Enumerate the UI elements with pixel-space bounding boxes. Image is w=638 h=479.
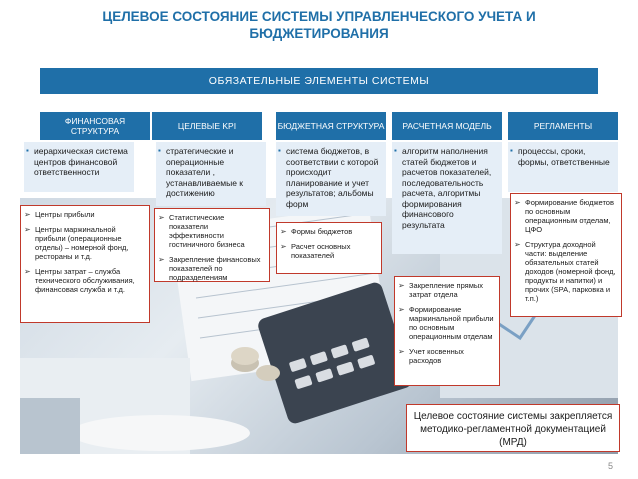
detail-item: ➢ Структура доходной части: выделение обязательных статей доходов (номерной фонд, продукты и напитки) и прочих (SPA, парковка и т.п.) [525,240,616,303]
detail-item: ➢ Формирование маржинальной прибыли по основным операционным отделам [409,305,494,341]
detail-box-regulations [510,193,622,317]
detail-item: ➢ Центры затрат – служба технического обслуживания, финансовая служба и т.д. [35,267,144,294]
header-financial-structure: ФИНАНСОВАЯ СТРУКТУРА [40,112,150,140]
column-regulations [508,142,618,192]
column-item: ▪ система бюджетов, в соответствии с которой происходит планирование и учет результатов; альбомы форм [286,146,382,209]
elements-banner: ОБЯЗАТЕЛЬНЫЕ ЭЛЕМЕНТЫ СИСТЕМЫ [40,68,598,94]
column-target-kpi [156,142,266,206]
column-item: ▪ алгоритм наполнения статей бюджетов и расчетов показателей, последовательность расчета, алгоритмы формирования финансового результата [402,146,498,230]
column-budget-structure [276,142,386,216]
column-item: ▪ иерархическая система центров финансовой ответственности [34,146,130,178]
detail-item: ➢ Центры маржинальной прибыли (операционные отделы) – номерной фонд, рестораны и т.д. [35,225,144,261]
detail-item: ➢ Учет косвенных расходов [409,347,494,365]
column-calculation-model [392,142,502,254]
detail-item: ➢ Формы бюджетов [291,227,376,236]
column-financial-structure [24,142,134,192]
detail-item: ➢ Расчет основных показателей [291,242,376,260]
final-note: Целевое состояние системы закрепляется методико-регламентной документацией (МРД) [406,404,620,452]
header-calculation-model: РАСЧЕТНАЯ МОДЕЛЬ [392,112,502,140]
column-item: ▪ процессы, сроки, формы, ответственные [518,146,614,167]
detail-item: ➢ Формирование бюджетов по основным операционным отделам, ЦФО [525,198,616,234]
detail-box-calculation-model [394,276,500,386]
detail-box-financial-structure [20,205,150,323]
detail-item: ➢ Центры прибыли [35,210,144,219]
detail-item: ➢ Закрепление финансовых показателей по подразделениям [169,255,264,282]
column-item: ▪ стратегические и операционные показатели , устанавливаемые к достижению [166,146,262,199]
detail-item: ➢ Закрепление прямых затрат отдела [409,281,494,299]
header-target-kpi: ЦЕЛЕВЫЕ KPI [152,112,262,140]
detail-item: ➢ Статистические показатели эффективности гостиничного бизнеса [169,213,264,249]
detail-box-target-kpi [154,208,270,282]
detail-box-budget-structure [276,222,382,274]
page-title: ЦЕЛЕВОЕ СОСТОЯНИЕ СИСТЕМЫ УПРАВЛЕНЧЕСКОГО УЧЕТА И БЮДЖЕТИРОВАНИЯ [102,9,536,41]
header-budget-structure: БЮДЖЕТНАЯ СТРУКТУРА [276,112,386,140]
header-regulations: РЕГЛАМЕНТЫ [508,112,618,140]
page-number: 5 [608,461,614,471]
